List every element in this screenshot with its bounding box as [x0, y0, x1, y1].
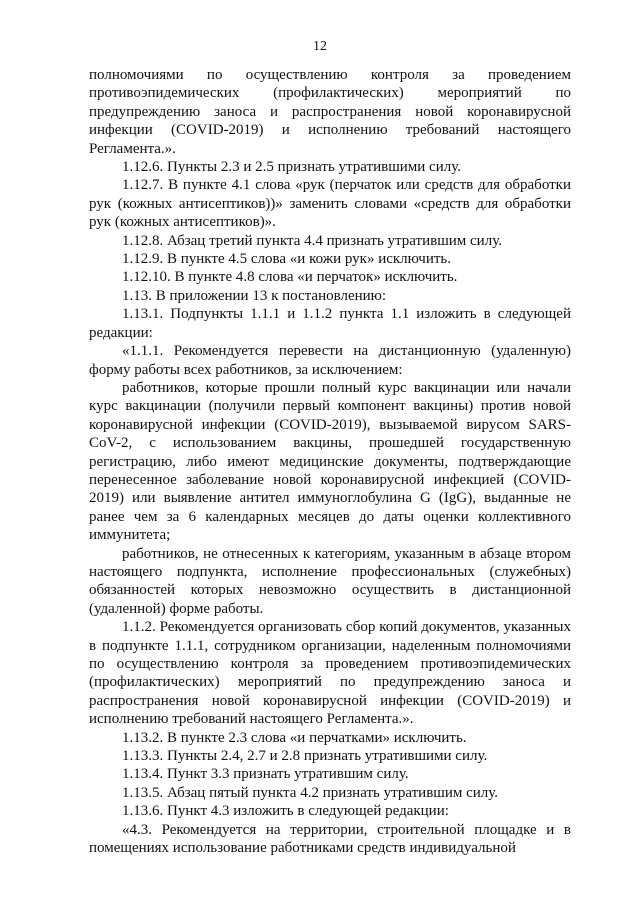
paragraph: «1.1.1. Рекомендуется перевести на дистанционную (удаленную) форму работы всех работников, за исключением:: [89, 343, 571, 378]
paragraph: работников, не отнесенных к категориям, указанным в абзаце втором настоящего подпункта, исполнение профессиональных (служебных) обязанностей которых невозможно осуществить в дистанционной (удаленной) форме работы.: [89, 545, 571, 617]
paragraph: полномочиями по осуществлению контроля за проведением противоэпидемических (профилактических) мероприятий по предупреждению заноса и распространения новой коронавирусной инфекции (COVID-2019) и исполнению требований настоящего Регламента.».: [89, 67, 571, 157]
paragraph: 1.13. В приложении 13 к постановлению:: [122, 287, 387, 304]
paragraph: работников, которые прошли полный курс вакцинации или начали курс вакцинации (получили первый компонент вакцины) против новой коронавирусной инфекции (COVID-2019), вызываемой вирусом SARS-CoV-2, с использованием вакцины, прошедшей государственную регистрацию, либо имеют медицинские документы, подтверждающие перенесенное заболевание новой коронавирусной инфекцией (COVID-2019) или выявление антител иммуноглобулина G (IgG), выданные не ранее чем за 6 календарных месяцев до даты оценки коллективного иммунитета;: [89, 379, 571, 544]
paragraph: 1.1.2. Рекомендуется организовать сбор копий документов, указанных в подпункте 1.1.1, сотрудником организации, наделенным полномочиями по осуществлению контроля за проведением противоэпидемических (профилактических) мероприятий по предупреждению заноса и распространения новой коронавирусной инфекции (COVID-2019) и исполнению требований настоящего Регламента.».: [89, 619, 571, 728]
paragraph: 1.12.10. В пункте 4.8 слова «и перчаток» исключить.: [122, 269, 458, 286]
paragraph: «4.3. Рекомендуется на территории, строительной площадке и в помещениях использование работниками средств индивидуальной: [89, 821, 571, 857]
paragraph: 1.12.7. В пункте 4.1 слова «рук (перчаток или средств для обработки рук (кожных антисептиков))» заменить словами «средств для обработки рук (кожных антисептиков)».: [89, 177, 571, 231]
paragraph: 1.13.6. Пункт 4.3 изложить в следующей редакции:: [122, 803, 449, 820]
paragraph: 1.13.2. В пункте 2.3 слова «и перчатками» исключить.: [122, 729, 467, 746]
page-number: 12: [313, 39, 327, 54]
paragraph: 1.13.3. Пункты 2.4, 2.7 и 2.8 признать утратившими силу.: [122, 748, 488, 765]
paragraph: 1.12.9. В пункте 4.5 слова «и кожи рук» исключить.: [122, 251, 452, 268]
document-body: [89, 66, 571, 857]
paragraph: 1.13.5. Абзац пятый пункта 4.2 признать утратившим силу.: [122, 784, 499, 801]
paragraph: 1.13.1. Подпункты 1.1.1 и 1.1.2 пункта 1.1 изложить в следующей редакции:: [89, 306, 571, 341]
paragraph: 1.12.8. Абзац третий пункта 4.4 признать утратившим силу.: [122, 232, 502, 249]
paragraph: 1.13.4. Пункт 3.3 признать утратившим силу.: [122, 766, 409, 783]
paragraph: 1.12.6. Пункты 2.3 и 2.5 признать утратившими силу.: [122, 159, 461, 176]
